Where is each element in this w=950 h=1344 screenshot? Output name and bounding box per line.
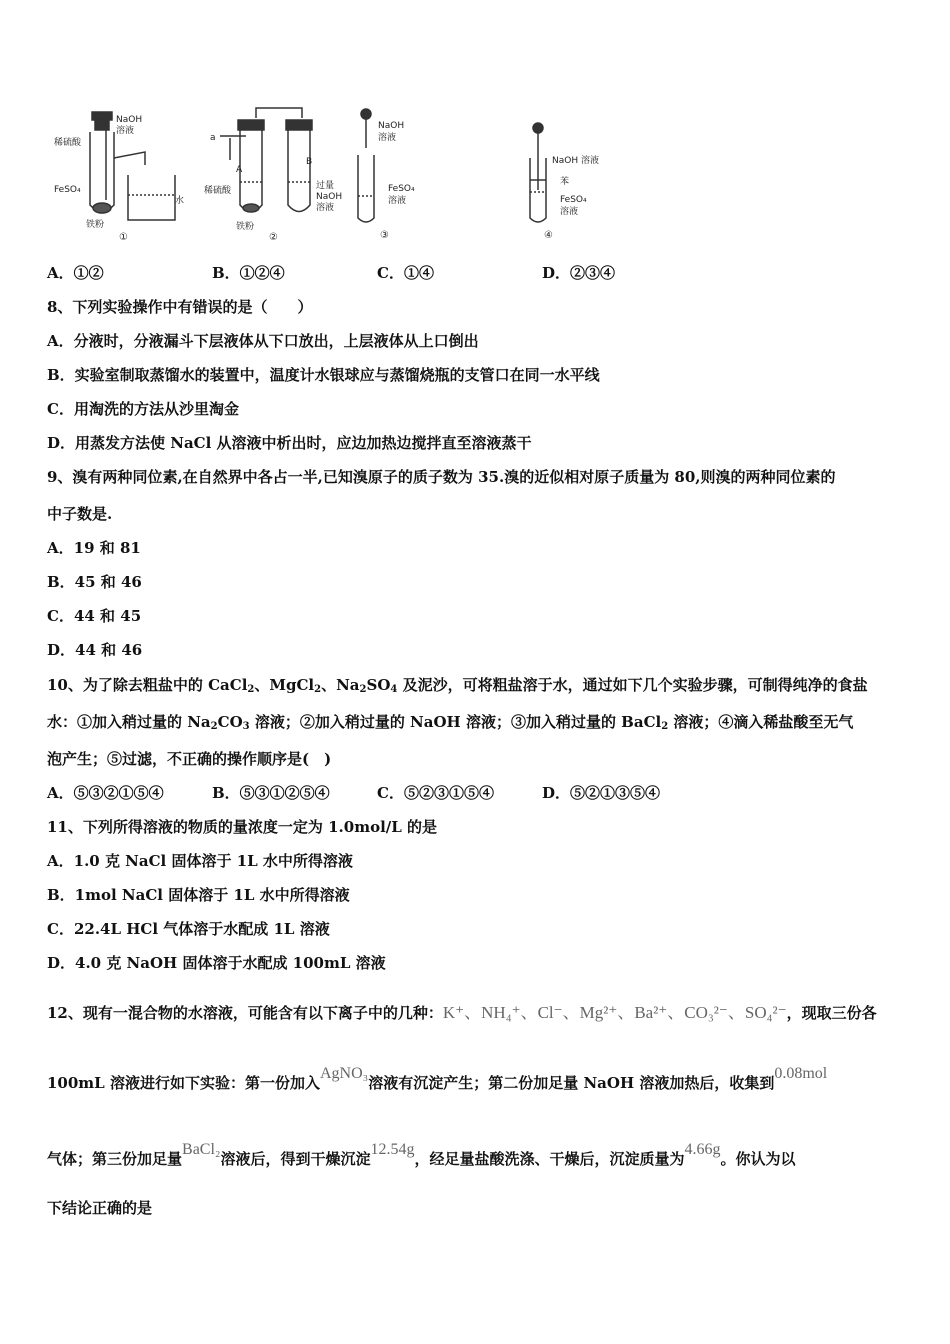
q11-stem: 11、下列所得溶液的物质的量浓度一定为 1.0mol/L 的是 bbox=[47, 818, 438, 836]
q9-stem-line2: 中子数是. bbox=[47, 505, 113, 523]
q11-option-a: A．1.0 克 NaCl 固体溶于 1L 水中所得溶液 bbox=[47, 852, 353, 870]
figure-2 bbox=[220, 108, 312, 212]
fig4-naoh-label: NaOH 溶液 bbox=[552, 156, 599, 166]
fig2-B-label: B bbox=[306, 157, 313, 167]
fig4-feso4-label: FeSO₄ bbox=[560, 195, 587, 205]
fig1-naoh-label: NaOH bbox=[116, 115, 143, 125]
q7-option-b: B．①②④ bbox=[212, 264, 285, 282]
q10-option-b: B．⑤③①②⑤④ bbox=[212, 784, 330, 802]
q10-option-d: D．⑤②①③⑤④ bbox=[542, 784, 661, 802]
q11-option-d: D．4.0 克 NaOH 固体溶于水配成 100mL 溶液 bbox=[47, 954, 386, 972]
fig2-A-label: A bbox=[236, 165, 243, 175]
q12-stem-line1: 12、现有一混合物的水溶液，可能含有以下离子中的几种：K⁺、NH₄⁺、Cl⁻、Mg²⁺、Ba²⁺、CO₃²⁻、SO₄²⁻，现取三份各 bbox=[47, 1003, 877, 1022]
q11-option-b: B．1mol NaCl 固体溶于 1L 水中所得溶液 bbox=[47, 886, 350, 904]
q12-stem-line3: 气体；第三份加足量BaCl₂溶液后，得到干燥沉淀12.54g，经足量盐酸洗涤、干燥后，沉淀质量为4.66g。你认为以 bbox=[47, 1141, 796, 1168]
q10-option-a: A．⑤③②①⑤④ bbox=[47, 784, 164, 802]
q9-option-a: A．19 和 81 bbox=[47, 539, 141, 557]
fig2-naoh-label: NaOH bbox=[316, 192, 343, 202]
q7-option-d: D．②③④ bbox=[542, 264, 616, 282]
agno3-formula: AgNO₃ bbox=[319, 1065, 369, 1082]
q8-option-b: B．实验室制取蒸馏水的装置中，温度计水银球应与蒸馏烧瓶的支管口在同一水平线 bbox=[47, 366, 600, 384]
q8-stem: 8、下列实验操作中有错误的是（ ） bbox=[47, 298, 313, 316]
fig2-acid-label: 稀硫酸 bbox=[204, 186, 232, 196]
bacl2-formula: BaCl₂ bbox=[182, 1141, 221, 1158]
q10-stem-line3: 泡产生；⑤过滤，不正确的操作顺序是( ) bbox=[47, 750, 332, 768]
fig3-solution2-label: 溶液 bbox=[388, 196, 407, 206]
fig3-solution-label: 溶液 bbox=[378, 133, 397, 143]
fig2-excess-label: 过量 bbox=[316, 181, 335, 191]
q10-stem-line1: 10、为了除去粗盐中的 CaCl$_2$、MgCl$_2$、$Na_2SO_4$ 及泥沙，可将粗盐溶于水，通过如下几个实验步骤，可制得纯净的食盐 bbox=[47, 676, 868, 695]
q7-option-c: C．①④ bbox=[377, 264, 434, 282]
q9-option-d: D．44 和 46 bbox=[47, 641, 143, 659]
gas-amount: 0.08mol bbox=[774, 1065, 828, 1082]
fig1-acid-label: 稀硫酸 bbox=[54, 138, 82, 148]
fig4-solution-label: 溶液 bbox=[560, 207, 579, 217]
figure-3 bbox=[358, 109, 374, 222]
fig3-feso4-label: FeSO₄ bbox=[388, 184, 415, 194]
precipitate-mass-1: 12.54g bbox=[370, 1141, 415, 1158]
fig2-iron-label: 铁粉 bbox=[236, 222, 255, 232]
fig2-a-label: a bbox=[210, 133, 216, 143]
q9-option-c: C．44 和 45 bbox=[47, 607, 142, 625]
q8-option-a: A．分液时，分液漏斗下层液体从下口放出，上层液体从上口倒出 bbox=[47, 332, 479, 350]
fig2-number: ② bbox=[269, 232, 278, 243]
fig3-number: ③ bbox=[380, 230, 389, 241]
q12-stem-line2: 100mL 溶液进行如下实验：第一份加入AgNO₃溶液有沉淀产生；第二份加足量 NaOH 溶液加热后，收集到0.08mol bbox=[47, 1065, 828, 1092]
figure-4 bbox=[530, 123, 546, 222]
fig1-number: ① bbox=[119, 232, 128, 243]
fig4-number: ④ bbox=[544, 230, 553, 241]
q9-stem-line1: 9、溴有两种同位素,在自然界中各占一半,已知溴原子的质子数为 35.溴的近似相对原子质量为 80,则溴的两种同位素的 bbox=[47, 468, 836, 486]
q12-ion-list: K⁺、NH₄⁺、Cl⁻、Mg²⁺、Ba²⁺、CO₃²⁻、SO₄²⁻ bbox=[442, 1003, 787, 1022]
q10-option-c: C．⑤②③①⑤④ bbox=[377, 784, 494, 802]
q7-option-a: A．①② bbox=[47, 264, 104, 282]
precipitate-mass-2: 4.66g bbox=[684, 1141, 721, 1158]
q8-option-d: D．用蒸发方法使 NaCl 从溶液中析出时，应边加热边搅拌直至溶液蒸干 bbox=[47, 434, 532, 452]
apparatus-figures bbox=[40, 100, 640, 250]
q11-option-c: C．22.4L HCl 气体溶于水配成 1L 溶液 bbox=[47, 920, 330, 938]
fig3-naoh-label: NaOH bbox=[378, 121, 405, 131]
fig2-solution-label: 溶液 bbox=[316, 203, 335, 213]
fig1-water-label: 水 bbox=[175, 196, 185, 206]
q10-stem-line2: 水：①加入稍过量的 $Na_2CO_3$ 溶液；②加入稍过量的 NaOH 溶液；③加入稍过量的 BaCl$_2$ 溶液；④滴入稀盐酸至无气 bbox=[47, 713, 854, 732]
fig1-naoh-solution-label: 溶液 bbox=[116, 126, 135, 136]
q12-stem-line4: 下结论正确的是 bbox=[47, 1199, 153, 1217]
fig1-iron-label: 铁粉 bbox=[86, 220, 105, 230]
fig4-benzene-label: 苯 bbox=[560, 177, 570, 187]
fig1-feso4-label: FeSO₄ bbox=[54, 185, 81, 195]
q8-option-c: C．用淘洗的方法从沙里淘金 bbox=[47, 400, 239, 418]
q9-option-b: B．45 和 46 bbox=[47, 573, 142, 591]
